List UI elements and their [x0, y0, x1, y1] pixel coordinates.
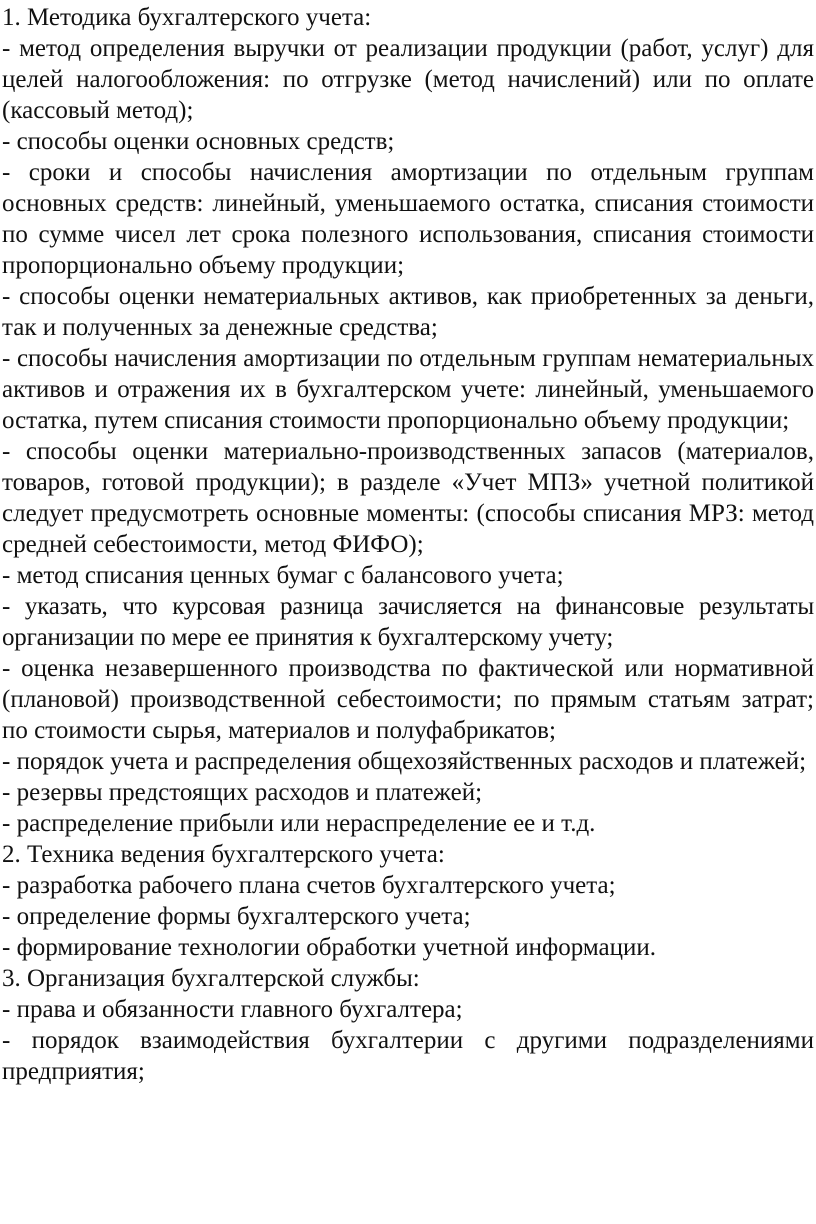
list-item-reserves: - резервы предстоящих расходов и платежей;: [2, 779, 483, 806]
list-item-accounting-form: - определение формы бухгалтерского учета;: [2, 903, 471, 930]
list-item-profit-distribution: - распределение прибыли или нераспределение ее и т.д.: [2, 810, 596, 837]
list-item-intangible-amortization: - способы начисления амортизации по отдельным группам нематериальных активов и отражения их в бухгалтерском учете: линейный, уменьшаемого остатка, путем списания стоимости пропорционально объему продукции;: [2, 345, 814, 434]
section-1-heading: 1. Методика бухгалтерского учета:: [2, 4, 372, 31]
list-item-wip-valuation: - оценка незавершенного производства по фактической или нормативной (плановой) производственной себестоимости; по прямым статьям затрат; по стоимости сырья, материалов и полуфабрикатов;: [2, 655, 814, 744]
list-item-inventory-valuation: - способы оценки материально-производственных запасов (материалов, товаров, готовой продукции); в разделе «Учет МПЗ» учетной политикой следует предусмотреть основные моменты: (способы списания МРЗ: метод средней себестоимости, метод ФИФО);: [2, 438, 814, 558]
list-item-exchange-difference: - указать, что курсовая разница зачисляется на финансовые результаты организации по мере ее принятия к бухгалтерскому учету;: [2, 593, 814, 651]
list-item-processing-technology: - формирование технологии обработки учетной информации.: [2, 934, 656, 961]
list-item-chief-accountant-rights: - права и обязанности главного бухгалтера;: [2, 996, 463, 1023]
list-item-chart-of-accounts: - разработка рабочего плана счетов бухгалтерского учета;: [2, 872, 616, 899]
list-item-overhead-allocation: - порядок учета и распределения общехозяйственных расходов и платежей;: [2, 748, 807, 775]
list-item-revenue-method: - метод определения выручки от реализации продукции (работ, услуг) для целей налогообложения: по отгрузке (метод начислений) или по оплате (кассовый метод);: [2, 35, 814, 124]
section-2-heading: 2. Техника ведения бухгалтерского учета:: [2, 841, 445, 868]
list-item-department-interaction: - порядок взаимодействия бухгалтерии с другими подразделениями предприятия;: [2, 1027, 814, 1085]
list-item-fixed-assets-valuation: - способы оценки основных средств;: [2, 128, 395, 155]
list-item-securities-writeoff: - метод списания ценных бумаг с балансового учета;: [2, 562, 564, 589]
list-item-fixed-assets-depreciation: - сроки и способы начисления амортизации по отдельным группам основных средств: линейный, уменьшаемого остатка, списания стоимости по сумме чисел лет срока полезного использования, списания стоимости пропорционально объему продукции;: [2, 159, 814, 279]
list-item-intangible-valuation: - способы оценки нематериальных активов, как приобретенных за деньги, так и полученных за денежные средства;: [2, 283, 814, 341]
section-3-heading: 3. Организация бухгалтерской службы:: [2, 965, 420, 992]
